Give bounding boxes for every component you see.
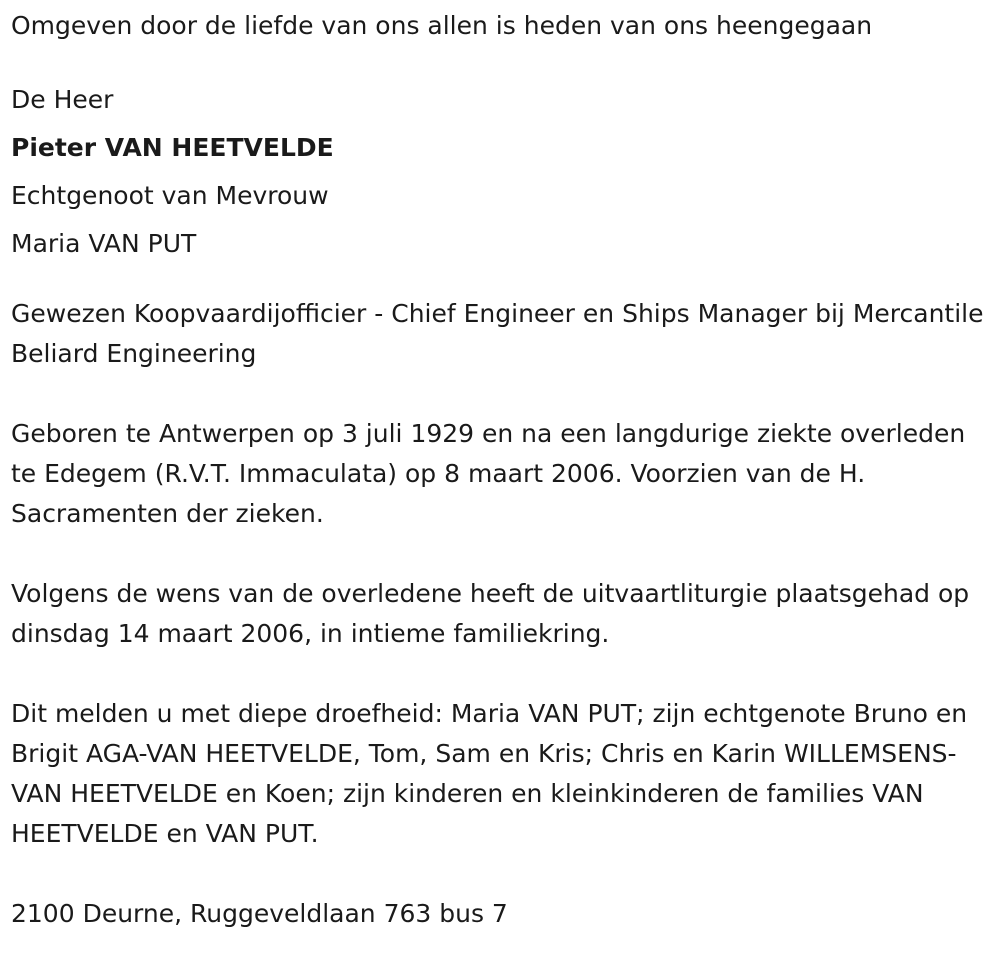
- spouse-label: Echtgenoot van Mevrouw: [11, 181, 329, 210]
- spacer: [11, 50, 996, 76]
- mourners-paragraph: Dit melden u met diepe droefheid: Maria VAN PUT; zijn echtgenote Bruno en Brigit AGA-VAN HEETVELDE, Tom, Sam en Kris; Chris en Karin WILLEMSENS-VAN HEETVELDE en Koen; zijn kinderen en kleinkinderen de families VAN HEETVELDE en VAN PUT.: [11, 699, 968, 848]
- deceased-name: Pieter VAN HEETVELDE: [11, 133, 334, 162]
- spacer: [11, 268, 996, 294]
- honorific: De Heer: [11, 85, 114, 114]
- intro-text: Omgeven door de liefde van ons allen is heden van ons heengegaan: [11, 11, 873, 40]
- profession-paragraph: Gewezen Koopvaardijofficier - Chief Engineer en Ships Manager bij Mercantile Beliard Engineering: [11, 299, 984, 368]
- spacer: [11, 534, 996, 574]
- birth-death-paragraph: Geboren te Antwerpen op 3 juli 1929 en na een langdurige ziekte overleden te Edegem (R.V.T. Immaculata) op 8 maart 2006. Voorzien van de H. Sacramenten der zieken.: [11, 419, 966, 528]
- funeral-paragraph: Volgens de wens van de overledene heeft de uitvaartliturgie plaatsgehad op dinsdag 14 maart 2006, in intieme familiekring.: [11, 579, 970, 648]
- spacer: [11, 374, 996, 414]
- obituary-notice: [11, 0, 996, 934]
- spouse-name: Maria VAN PUT: [11, 229, 197, 258]
- address-line: 2100 Deurne, Ruggeveldlaan 763 bus 7: [11, 899, 508, 928]
- spacer: [11, 654, 996, 694]
- spacer: [11, 854, 996, 894]
